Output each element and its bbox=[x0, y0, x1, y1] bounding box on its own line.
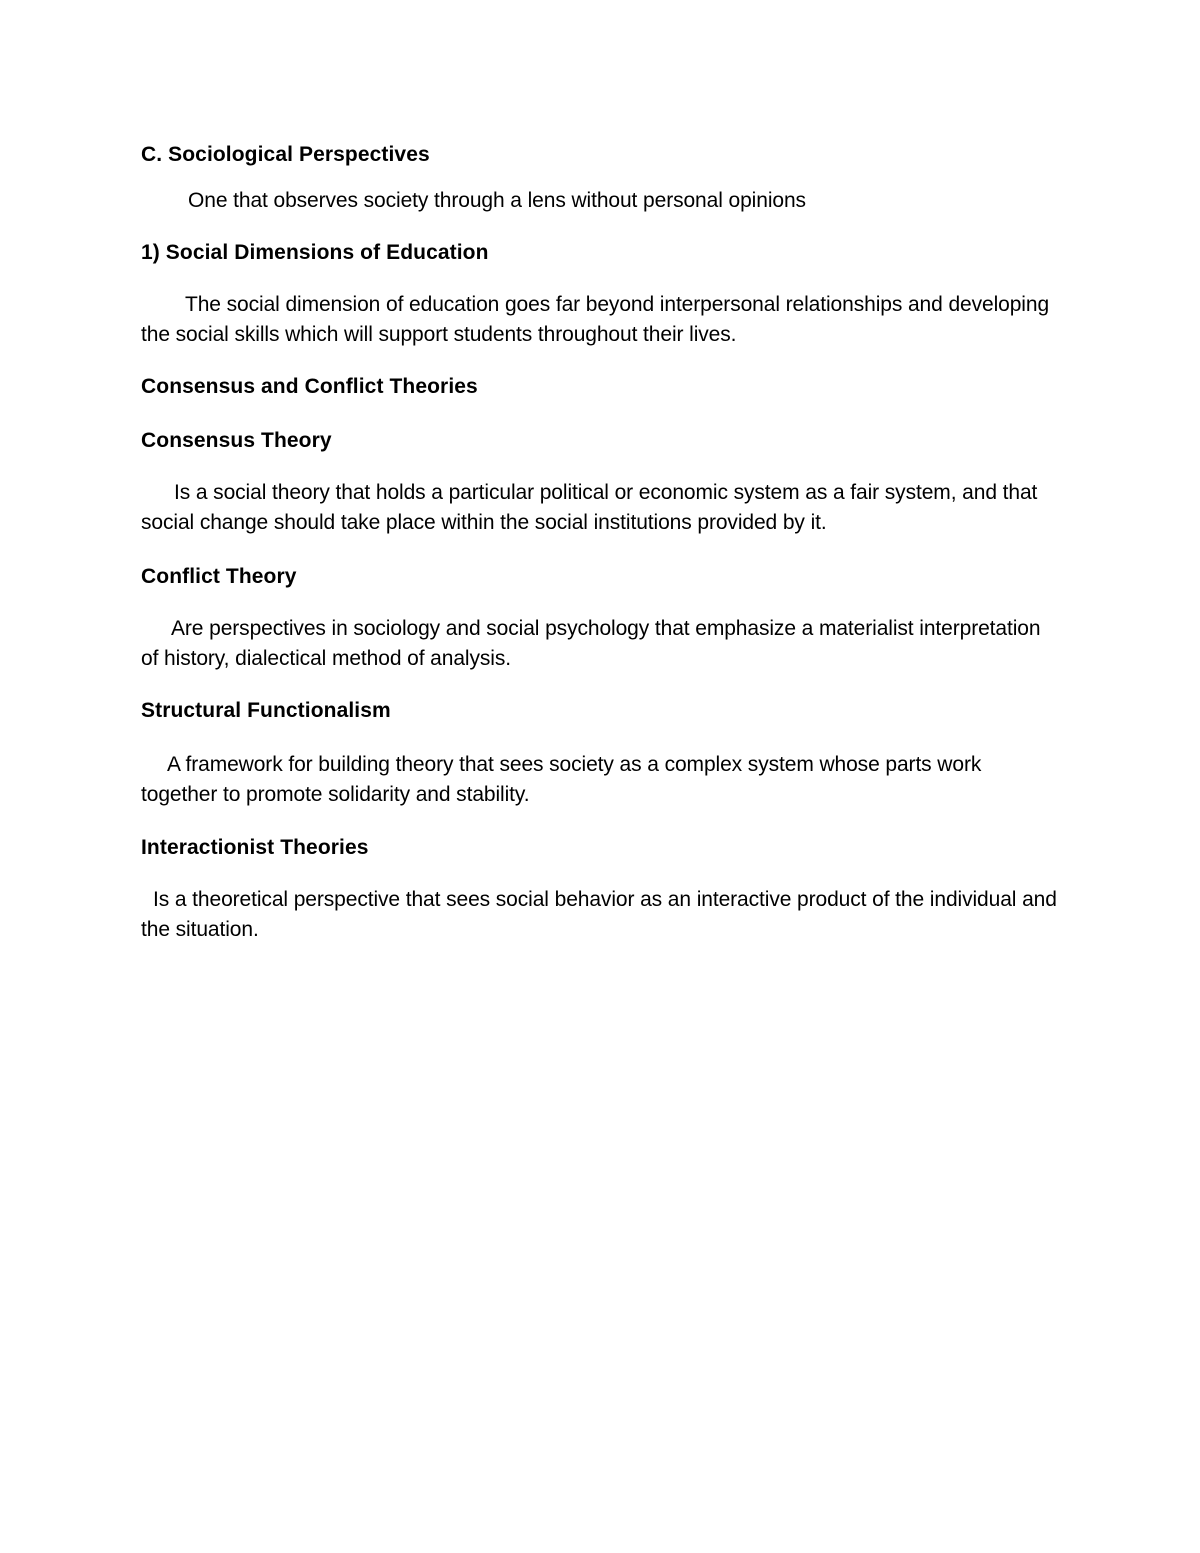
section-heading-social-dimensions: 1) Social Dimensions of Education bbox=[141, 241, 489, 264]
paragraph-sociological-perspectives: One that observes society through a lens without personal opinions bbox=[188, 189, 806, 212]
section-heading-sociological-perspectives: C. Sociological Perspectives bbox=[141, 143, 430, 166]
section-heading-consensus-theory: Consensus Theory bbox=[141, 429, 332, 452]
paragraph-structural-functionalism: A framework for building theory that sees society as a complex system whose parts work together to promote solidarity and stability. bbox=[141, 753, 982, 806]
section-heading-conflict-theory: Conflict Theory bbox=[141, 565, 297, 588]
paragraph-conflict-theory: Are perspectives in sociology and social psychology that emphasize a materialist interpretation of history, dialectical method of analysis. bbox=[141, 617, 1041, 670]
section-heading-structural-functionalism: Structural Functionalism bbox=[141, 699, 391, 722]
section-heading-interactionist-theories: Interactionist Theories bbox=[141, 836, 369, 859]
paragraph-consensus-theory: Is a social theory that holds a particular political or economic system as a fair system, and that social change should take place within the social institutions provided by it. bbox=[141, 481, 1038, 534]
paragraph-social-dimensions: The social dimension of education goes far beyond interpersonal relationships and developing the social skills which will support students throughout their lives. bbox=[141, 293, 1050, 346]
section-heading-consensus-and-conflict: Consensus and Conflict Theories bbox=[141, 375, 478, 398]
document-body bbox=[141, 140, 1061, 945]
paragraph-interactionist-theories: Is a theoretical perspective that sees social behavior as an interactive product of the individual and the situation. bbox=[141, 888, 1057, 941]
